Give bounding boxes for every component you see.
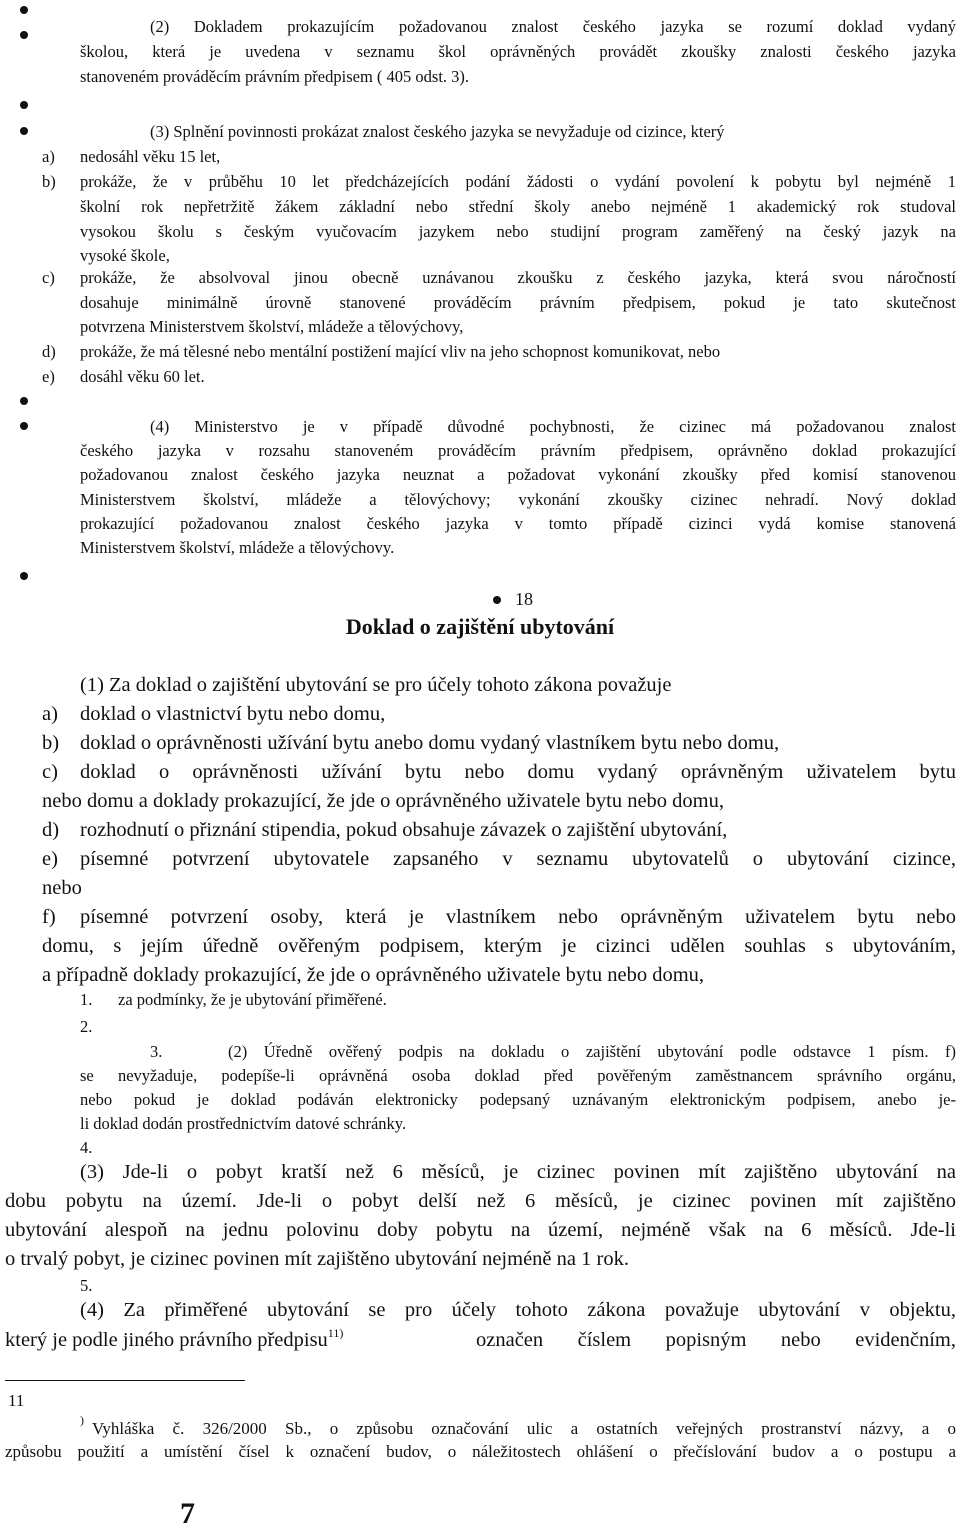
text-line: prokáže, že v průběhu 10 let předcházejících podání žádosti o vydání povolení k pobytu byl nejméně 1	[80, 172, 956, 191]
list-number: 3.	[150, 1042, 163, 1061]
list-number: 2.	[80, 1017, 93, 1036]
bullet	[20, 31, 28, 39]
text-line: školou, která je uvedena v seznamu škol oprávněných provádět zkoušky znalosti českého jazyka	[80, 42, 956, 61]
text-line: ubytování alespoň na jednu polovinu doby pobytu na území, nejméně však na 6 měsíců. Jde-li	[5, 1219, 956, 1241]
text-line: školní rok nepřetržitě žákem základní nebo střední školy anebo nejméně 1 akademický rok studoval	[80, 197, 956, 216]
text-line: dosahuje minimálně úrovně stanovené prováděcím právním předpisem, pokud je tato skutečnost	[80, 293, 956, 312]
text-line: Ministerstvem školství, mládeže a tělovýchovy.	[80, 538, 395, 557]
footnote-number: 11	[8, 1391, 25, 1410]
text-line: nebo	[42, 877, 82, 899]
list-number: 4.	[80, 1138, 93, 1157]
text-line: nedosáhl věku 15 let,	[80, 147, 221, 166]
text-segment: který je podle jiného právního předpisu	[5, 1329, 328, 1351]
text-segment	[5, 1326, 343, 1355]
list-number: 1.	[80, 990, 93, 1009]
item-label: c)	[42, 761, 58, 783]
text-line: vysokou školu s českým vyučovacím jazykem nebo studijní program zaměřený na český jazyk na	[80, 222, 956, 241]
text-line: (2) Úředně ověřený podpis na dokladu o zajištění ubytování podle odstavce 1 písm. f)	[228, 1042, 956, 1061]
text-line: za podmínky, že je ubytování přiměřené.	[118, 990, 387, 1009]
text-line: o trvalý pobyt, je cizinec povinen mít zajištěno ubytování nejméně na 1 rok.	[5, 1248, 629, 1270]
text-line	[5, 1326, 956, 1355]
footnote-sup: )	[80, 1413, 84, 1427]
text-line: doklad o oprávněnosti užívání bytu anebo domu vydaný vlastníkem bytu nebo domu,	[80, 732, 780, 754]
item-label: e)	[42, 367, 55, 386]
footnote-citation: Vyhláška č. 326/2000 Sb.	[92, 1419, 308, 1438]
item-label: b)	[42, 732, 60, 754]
bullet	[493, 596, 501, 604]
footnote-ref[interactable]: 11)	[327, 1326, 344, 1340]
bullet	[20, 6, 28, 14]
section-title: Doklad o zajištění ubytování	[345, 614, 615, 639]
text-line: domu, s jejím úředně ověřeným podpisem, kterým je cizinci udělen souhlas s ubytováním,	[42, 935, 956, 957]
text-line: českého jazyka v rozsahu stanoveném prováděcím právním předpisem, oprávněno doklad prokazující	[80, 441, 956, 460]
text-line: (1) Za doklad o zajištění ubytování se pro účely tohoto zákona považuje	[80, 674, 672, 696]
text-line: dobu pobytu na území. Jde-li o pobyt delší než 6 měsíců, je cizinec povinen mít zajištěno	[5, 1190, 956, 1212]
bullet	[20, 422, 28, 430]
text-line: a případně doklady prokazující, že jde o oprávněného uživatele bytu nebo domu,	[42, 964, 705, 986]
item-label: c)	[42, 268, 55, 287]
item-label: e)	[42, 848, 58, 870]
text-line: (3) Jde-li o pobyt kratší než 6 měsíců, je cizinec povinen mít zajištěno ubytování na	[80, 1161, 956, 1183]
text-line: se nevyžaduje, podepíše-li oprávněná osoba doklad před pověřeným zaměstnancem správního orgánu,	[80, 1066, 956, 1085]
text-line: nebo domu a doklady prokazující, že jde o oprávněného uživatele bytu nebo domu,	[42, 790, 724, 812]
text-line: stanoveném prováděcím právním předpisem ( 405 odst. 3).	[80, 67, 470, 86]
item-label: b)	[42, 172, 56, 191]
text-line: (2) Dokladem prokazujícím požadovanou znalost českého jazyka se rozumí doklad vydaný	[150, 17, 956, 36]
text-line: (3) Splnění povinnosti prokázat znalost českého jazyka se nevyžaduje od cizince, který	[150, 122, 725, 141]
text-line: rozhodnutí o přiznání stipendia, pokud obsahuje závazek o zajištění ubytování,	[80, 819, 728, 841]
text-line: Ministerstvem školství, mládeže a tělovýchovy; vykonání zkoušky cizinec nehradí. Nový doklad	[80, 490, 956, 509]
text-line: nebo pokud je doklad podáván elektronicky podepsaný uznávaným elektronickým podpisem, anebo je-	[80, 1090, 956, 1109]
text-line: písemné potvrzení osoby, která je vlastníkem nebo oprávněným uživatelem bytu nebo	[80, 906, 956, 928]
bullet	[20, 127, 28, 135]
item-label: d)	[42, 819, 60, 841]
text-segment: označen číslem popisným nebo evidenčním,	[476, 1329, 956, 1351]
bullet	[20, 397, 28, 405]
text-line: prokáže, že má tělesné nebo mentální postižení mající vliv na jeho schopnost komunikovat, nebo	[80, 342, 721, 361]
text-line: (4) Ministerstvo je v případě důvodné pochybnosti, že cizinec má požadovanou znalost	[150, 417, 956, 436]
bullet	[20, 101, 28, 109]
item-label: d)	[42, 342, 56, 361]
text-line: vysoké škole,	[80, 246, 170, 265]
text-line: dosáhl věku 60 let.	[80, 367, 205, 386]
item-label: a)	[42, 147, 55, 166]
item-label: f)	[42, 906, 56, 928]
text-segment: , o způsobu označování ulic a ostatních veřejných prostranství názvy, a o	[307, 1419, 956, 1438]
text-line: požadovanou znalost českého jazyka neuznat a požadovat vykonání zkoušky před komisí stanovenou	[80, 465, 956, 484]
text-line: prokáže, že absolvoval jinou obecně uznávanou zkoušku z českého jazyka, která svou náročností	[80, 268, 956, 287]
text-line: doklad o vlastnictví bytu nebo domu,	[80, 703, 386, 725]
text-line: písemné potvrzení ubytovatele zapsaného v seznamu ubytovatelů o ubytování cizince,	[80, 848, 956, 870]
text-line: doklad o oprávněnosti užívání bytu nebo domu vydaný oprávněným uživatelem bytu	[80, 761, 956, 783]
text-line: způsobu použití a umístění čísel k označení budov, o náležitostech ohlášení o přečíslování budov a o postupu a	[5, 1442, 956, 1461]
footnote-separator	[5, 1380, 245, 1381]
page-number: 7	[180, 1497, 195, 1530]
text-line: (4) Za přiměřené ubytování se pro účely tohoto zákona považuje ubytování v objektu,	[80, 1299, 956, 1321]
list-number: 5.	[80, 1276, 93, 1295]
bullet	[20, 572, 28, 580]
text-line	[92, 1417, 956, 1441]
item-label: a)	[42, 703, 58, 725]
text-line: li doklad dodán prostřednictvím datové schránky.	[80, 1114, 407, 1133]
section-number: 18	[515, 589, 533, 609]
text-line: potvrzena Ministerstvem školství, mládeže a tělovýchovy,	[80, 317, 464, 336]
text-line: prokazující požadovanou znalost českého jazyka v tomto případě cizinci vydá komise stanovená	[80, 514, 956, 533]
